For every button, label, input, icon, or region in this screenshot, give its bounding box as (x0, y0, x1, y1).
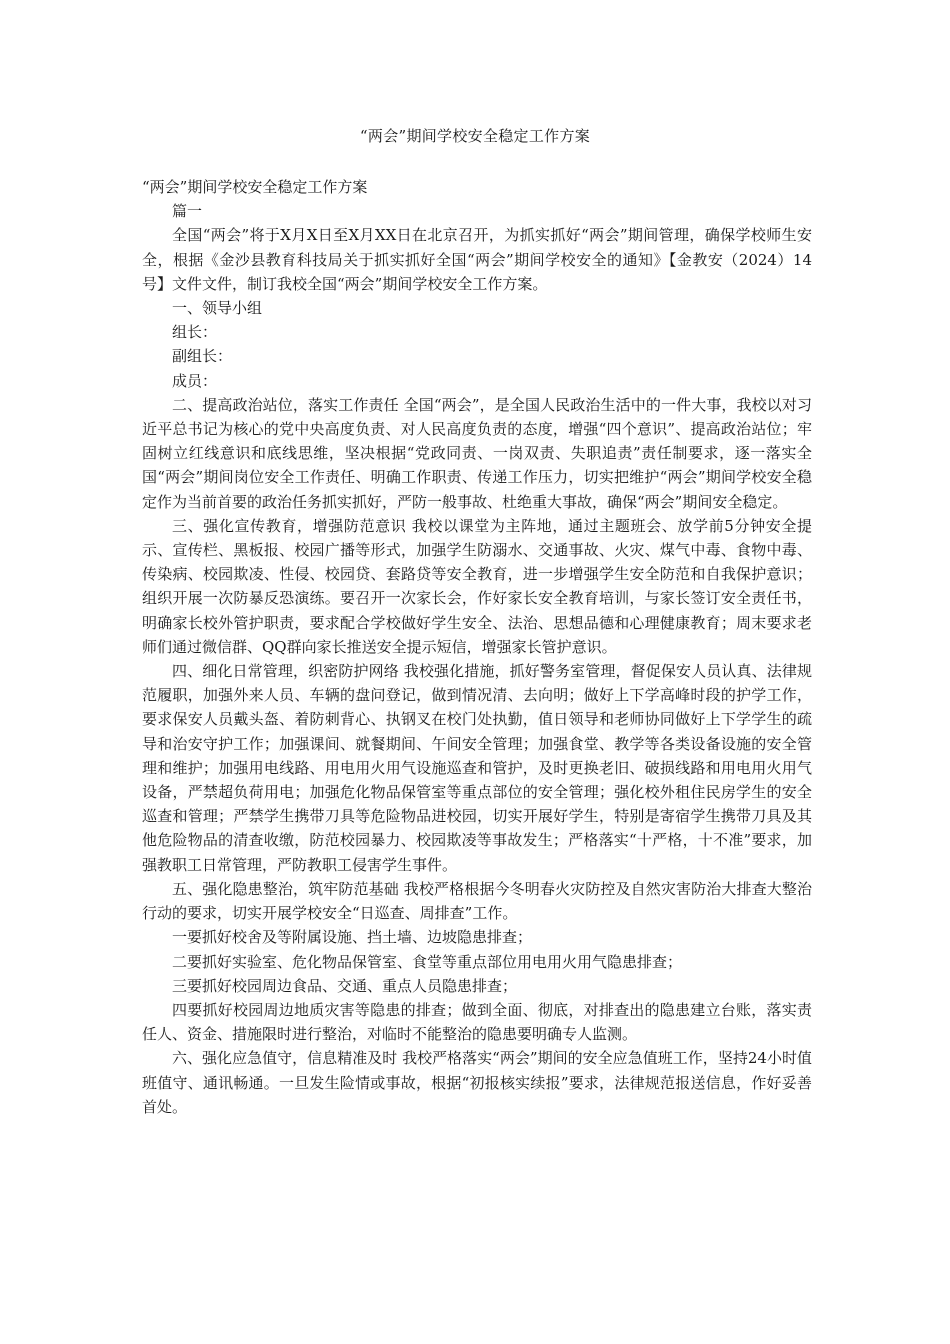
list-item-4: 四要抓好校园周边地质灾害等隐患的排查；做到全面、彻底，对排查出的隐患建立台账，落实责任人、资金、措施限时进行整治，对临时不能整治的隐患要明确专人监测。 (142, 1000, 812, 1044)
paragraph-section-3: 三、强化宣传教育，增强防范意识 我校以课堂为主阵地，通过主题班会、放学前5分钟安全提示、宣传栏、黑板报、校园广播等形式，加强学生防溺水、交通事故、火灾、煤气中毒、食物中毒、传染病、校园欺凌、性侵、校园贷、套路贷等安全教育，进一步增强学生安全防范和自我保护意识；组织开展一次防暴反恐演练。要召开一次家长会，作好家长安全教育培训，与家长签订安全责任书，明确家长校外管护职责，要求配合学校做好学生安全、法治、思想品德和心理健康教育；周末要求老师们通过微信群、QQ群向家长推送安全提示短信，增强家长管护意识。 (142, 516, 812, 656)
list-item-1: 一要抓好校舍及等附属设施、挡土墙、边坡隐患排查； (172, 928, 533, 947)
document-subtitle: “两会”期间学校安全稳定工作方案 (142, 178, 368, 196)
heading-leadership-group: 一、领导小组 (172, 299, 263, 318)
line-deputy-leader: 副组长： (172, 347, 233, 366)
list-item-2: 二要抓好实验室、危化物品保管室、食堂等重点部位用电用火用气隐患排查； (172, 952, 683, 971)
line-group-leader: 组长： (172, 323, 218, 342)
document-title: “两会”期间学校安全稳定工作方案 (359, 127, 591, 145)
paragraph-section-4: 四、细化日常管理，织密防护网络 我校强化措施，抓好警务室管理，督促保安人员认真、法律规范履职，加强外来人员、车辆的盘问登记，做到情况清、去向明；做好上下学高峰时段的护学工作，要求保安人员戴头盔、着防刺背心、执钢叉在校门处执勤，值日领导和老师协同做好上下学学生的疏导和治安守护工作；加强课间、就餐期间、午间安全管理；加强食堂、教学等各类设备设施的安全管理和维护；加强用电线路、用电用火用气设施巡查和管护，及时更换老旧、破损线路和用电用火用气设备，严禁超负荷用电；加强危化物品保管室等重点部位的安全管理；强化校外租住民房学生的安全巡查和管理；严禁学生携带刀具等危险物品进校园，切实开展好学生，特别是寄宿学生携带刀具及其他危险物品的清查收缴，防范校园暴力、校园欺凌等事故发生；严格落实“十严格，十不准”要求，加强教职工日常管理，严防教职工侵害学生事件。 (142, 662, 812, 874)
line-members: 成员： (172, 371, 218, 390)
paragraph-section-6: 六、强化应急值守，信息精准及时 我校严格落实“两会”期间的安全应急值班工作，坚持24小时值班值守、通讯畅通。一旦发生险情或事故，根据“初报核实续报”要求，法律规范报送信息，作好妥善首处。 (142, 1049, 812, 1116)
paragraph-section-2: 二、提高政治站位，落实工作责任 全国“两会”，是全国人民政治生活中的一件大事，我校以对习近平总书记为核心的党中央高度负责、对人民高度负责的态度，增强“四个意识”、提高政治站位；牢固树立红线意识和底线思维，坚决根据“党政同责、一岗双责、失职追责”责任制要求，逐一落实全国“两会”期间岗位安全工作责任、明确工作职责、传递工作压力，切实把维护“两会”期间学校安全稳定作为当前首要的政治任务抓实抓好，严防一般事故、杜绝重大事故，确保“两会”期间安全稳定。 (142, 395, 812, 511)
paragraph-intro: 全国“两会”将于X月X日至X月XX日在北京召开，为抓实抓好“两会”期间管理，确保学校师生安全，根据《金沙县教育科技局关于抓实抓好全国“两会”期间学校安全的通知》【金教安（2024）14号】文件文件，制订我校全国“两会”期间学校安全工作方案。 (142, 226, 812, 293)
list-item-3: 三要抓好校园周边食品、交通、重点人员隐患排查； (172, 976, 518, 995)
document-body (142, 175, 812, 1119)
part-label: 篇一 (172, 202, 203, 221)
paragraph-section-5: 五、强化隐患整治，筑牢防范基础 我校严格根据今冬明春火灾防控及自然灾害防治大排查大整治行动的要求，切实开展学校安全“日巡查、周排查”工作。 (142, 879, 812, 923)
